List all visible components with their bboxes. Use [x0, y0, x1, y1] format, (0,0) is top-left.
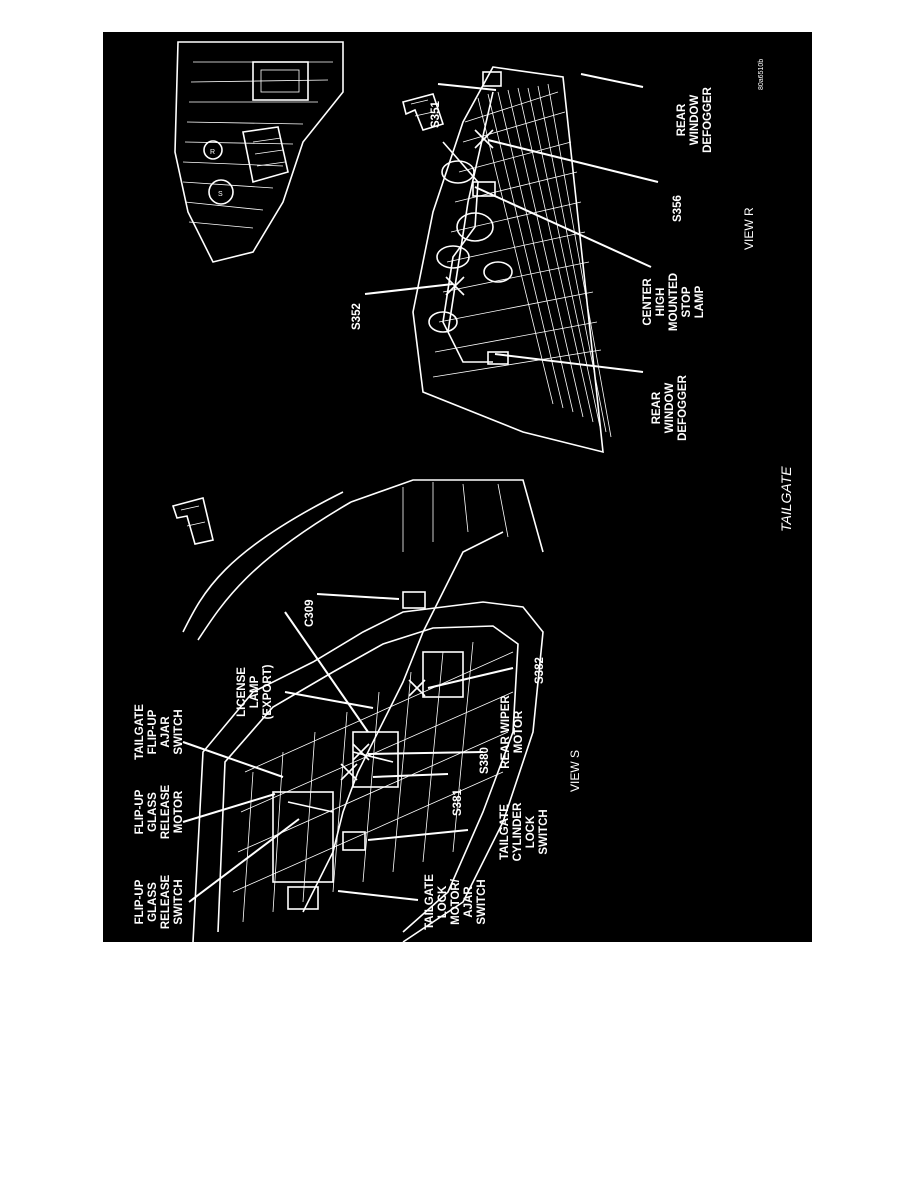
label-center-high-mounted-stop-lamp — [642, 273, 706, 331]
label-line: AJAR — [160, 716, 172, 748]
caption-view-r: VIEW R — [742, 207, 756, 250]
label-tailgate-cylinder-lock-switch — [499, 802, 550, 861]
label-line: FLIP-UP — [134, 879, 146, 925]
label-rear-window-defogger-top — [676, 86, 714, 153]
label-line: SWITCH — [538, 809, 550, 855]
wiring-diagram-panel — [103, 32, 812, 942]
label-tailgate-flip-up-ajar-switch — [134, 704, 185, 760]
label-s380: S380 — [479, 747, 491, 774]
figure-code: 80a6510b — [758, 58, 765, 90]
label-line: REAR — [676, 103, 688, 137]
label-line: WINDOW — [689, 94, 701, 146]
label-line: FLIP-UP — [134, 789, 146, 835]
label-line: GLASS — [147, 882, 159, 922]
label-line: GLASS — [147, 792, 159, 832]
label-line: AJAR — [463, 886, 475, 918]
label-line: MOUNTED — [668, 272, 680, 332]
label-line: SWITCH — [476, 879, 488, 925]
label-s356: S356 — [672, 195, 684, 222]
label-s382: S382 — [534, 657, 546, 684]
view-r-drawing — [175, 42, 611, 452]
label-line: REAR — [651, 391, 663, 425]
svg-text:R: R — [210, 149, 216, 156]
label-line: CYLINDER — [512, 802, 524, 862]
label-c309: C309 — [304, 599, 316, 627]
caption-view-s: VIEW S — [568, 749, 582, 792]
label-rear-window-defogger-bottom — [651, 374, 689, 441]
label-rear-wiper-motor — [500, 695, 525, 769]
label-tailgate-lock-motor-ajar-switch — [424, 874, 488, 930]
label-line: MOTOR — [173, 790, 185, 834]
label-line: HIGH — [655, 287, 667, 317]
label-s381: S381 — [452, 789, 464, 816]
label-line: FLIP-UP — [147, 709, 159, 755]
diagram-illustration — [103, 32, 812, 942]
svg-text:S: S — [218, 191, 223, 198]
label-line: LOCK — [437, 885, 449, 919]
label-line: DEFOGGER — [677, 375, 689, 441]
label-line: STOP — [681, 286, 693, 318]
label-s352: S352 — [351, 303, 363, 330]
label-line: LAMP — [694, 285, 706, 319]
label-line: SWITCH — [173, 879, 185, 925]
label-line: TAILGATE — [424, 874, 436, 930]
label-line: RELEASE — [160, 874, 172, 930]
label-line: MOTOR — [513, 710, 525, 754]
label-line: LOCK — [525, 815, 537, 849]
label-line: REAR WIPER — [500, 695, 512, 769]
label-line: CENTER — [642, 278, 654, 326]
label-line: TAILGATE — [499, 804, 511, 860]
label-s351: S351 — [430, 101, 442, 128]
label-line: SWITCH — [173, 709, 185, 755]
label-flip-up-glass-release-switch — [134, 875, 185, 930]
label-line: (EXPORT) — [262, 664, 274, 720]
caption-title: TAILGATE — [778, 466, 794, 532]
label-line: LAMP — [249, 675, 261, 709]
label-line: TAILGATE — [134, 704, 146, 760]
label-line: DEFOGGER — [702, 87, 714, 153]
label-license-lamp-export — [236, 664, 274, 719]
label-line: MOTOR/ — [450, 879, 462, 925]
label-line: WINDOW — [664, 382, 676, 434]
label-line: LICENSE — [236, 667, 248, 717]
leader-lines — [183, 74, 658, 902]
label-line: RELEASE — [160, 784, 172, 840]
label-flip-up-glass-release-motor — [134, 785, 185, 840]
